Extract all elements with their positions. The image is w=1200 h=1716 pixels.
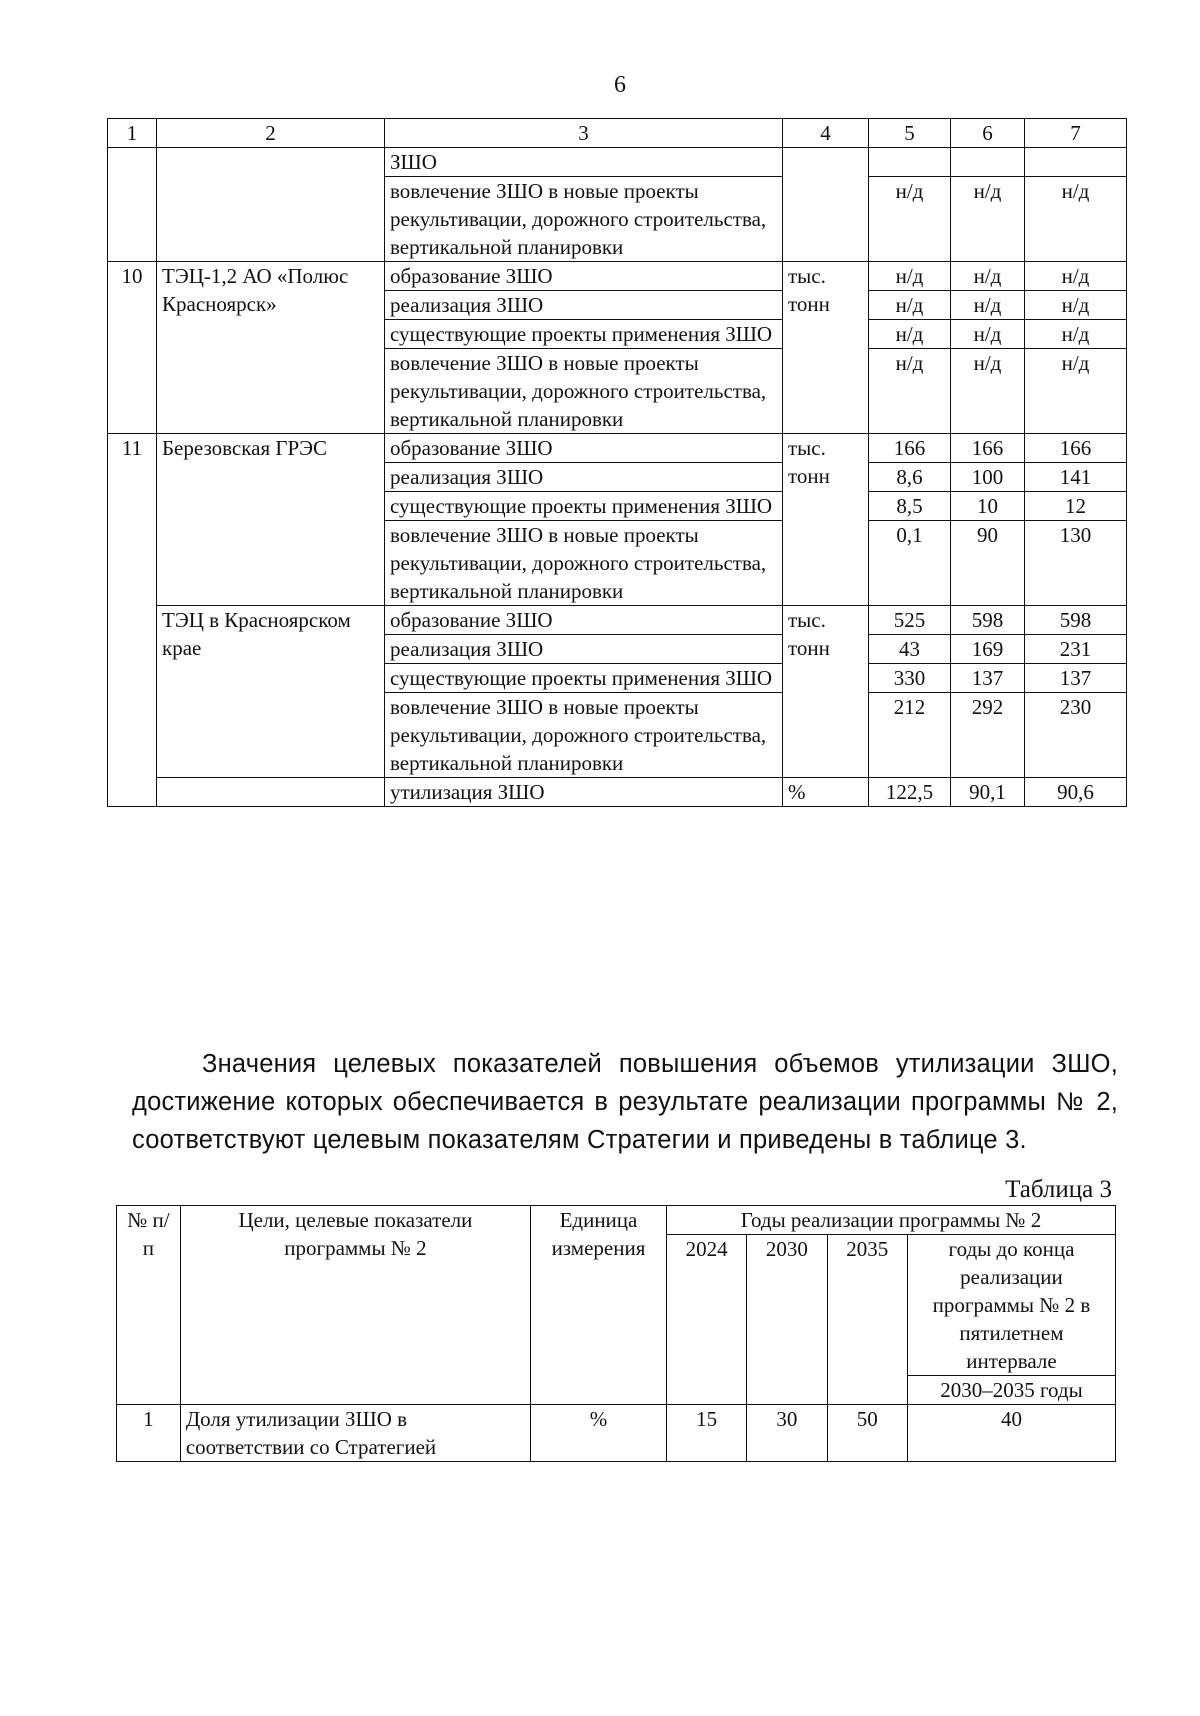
station-cell: Березовская ГРЭС: [157, 434, 385, 606]
header-interval-years: 2030–2035 годы: [907, 1376, 1115, 1405]
value-cell: 166: [951, 434, 1025, 463]
value-cell: н/д: [951, 320, 1025, 349]
value-cell: н/д: [1025, 262, 1127, 291]
num-cell: 11: [108, 434, 157, 606]
header-cell: 5: [869, 119, 951, 148]
unit-cell: тыс. тонн: [783, 606, 869, 778]
unit-cell: %: [783, 778, 869, 807]
indicator-cell: вовлечение ЗШО в новые проекты рекультивации, дорожного строительства, вертикальной планировки: [385, 349, 783, 434]
row-unit: %: [531, 1405, 667, 1462]
indicator-cell: существующие проекты применения ЗШО: [385, 492, 783, 521]
header-interval: годы до конца реализации программы № 2 в пятилетнем интервале: [907, 1235, 1115, 1376]
station-cell: ТЭЦ-1,2 АО «Полюс Красноярск»: [157, 262, 385, 434]
value-cell: н/д: [869, 349, 951, 434]
value-cell: 8,6: [869, 463, 951, 492]
row-value-2024: 15: [666, 1405, 746, 1462]
value-cell: 230: [1025, 693, 1127, 778]
num-cell: [108, 606, 157, 807]
indicator-cell: образование ЗШО: [385, 606, 783, 635]
value-cell: н/д: [1025, 320, 1127, 349]
station-cell: [157, 148, 385, 262]
value-cell: 292: [951, 693, 1025, 778]
row-value-2030: 30: [747, 1405, 827, 1462]
value-cell: н/д: [869, 177, 951, 262]
value-cell: 166: [1025, 434, 1127, 463]
indicator-cell: существующие проекты применения ЗШО: [385, 664, 783, 693]
value-cell: 212: [869, 693, 951, 778]
value-cell: н/д: [1025, 349, 1127, 434]
header-cell: 2: [157, 119, 385, 148]
num-cell: [108, 148, 157, 262]
header-cell: 6: [951, 119, 1025, 148]
indicator-cell: образование ЗШО: [385, 262, 783, 291]
header-year-2030: 2030: [747, 1235, 827, 1405]
table-row: [108, 262, 1127, 291]
value-cell: 130: [1025, 521, 1127, 606]
value-cell: [951, 148, 1025, 177]
targets-table: [116, 1205, 1116, 1462]
table-header-row: [117, 1206, 1116, 1235]
value-cell: н/д: [869, 262, 951, 291]
value-cell: н/д: [951, 262, 1025, 291]
indicator-cell: вовлечение ЗШО в новые проекты рекультивации, дорожного строительства, вертикальной планировки: [385, 521, 783, 606]
value-cell: 90,1: [951, 778, 1025, 807]
value-cell: [869, 148, 951, 177]
body-paragraph: [132, 1045, 1118, 1159]
table-header-row: [108, 119, 1127, 148]
value-cell: 141: [1025, 463, 1127, 492]
value-cell: 231: [1025, 635, 1127, 664]
row-value-interval: 40: [907, 1405, 1115, 1462]
value-cell: 330: [869, 664, 951, 693]
header-cell: 4: [783, 119, 869, 148]
unit-cell: тыс. тонн: [783, 262, 869, 434]
header-cell: 3: [385, 119, 783, 148]
header-num: № п/п: [117, 1206, 181, 1405]
value-cell: 12: [1025, 492, 1127, 521]
indicator-cell: существующие проекты применения ЗШО: [385, 320, 783, 349]
value-cell: 90,6: [1025, 778, 1127, 807]
num-cell: 10: [108, 262, 157, 434]
table-row: [108, 434, 1127, 463]
table-caption: Таблица 3: [1005, 1176, 1112, 1203]
header-goal: Цели, целевые показатели программы № 2: [180, 1206, 530, 1405]
header-cell: 7: [1025, 119, 1127, 148]
header-year-2024: 2024: [666, 1235, 746, 1405]
row-value-2035: 50: [827, 1405, 907, 1462]
row-goal: Доля утилизации ЗШО в соответствии со Стратегией: [180, 1405, 530, 1462]
indicator-cell: утилизация ЗШО: [385, 778, 783, 807]
value-cell: [1025, 148, 1127, 177]
header-year-2035: 2035: [827, 1235, 907, 1405]
value-cell: 43: [869, 635, 951, 664]
station-cell: [157, 778, 385, 807]
table-row: [117, 1405, 1116, 1462]
data-table: [107, 118, 1127, 807]
value-cell: 100: [951, 463, 1025, 492]
indicator-cell: вовлечение ЗШО в новые проекты рекультивации, дорожного строительства, вертикальной планировки: [385, 177, 783, 262]
value-cell: н/д: [951, 177, 1025, 262]
value-cell: 122,5: [869, 778, 951, 807]
value-cell: 525: [869, 606, 951, 635]
value-cell: 598: [951, 606, 1025, 635]
indicator-cell: реализация ЗШО: [385, 463, 783, 492]
table-row: [108, 148, 1127, 177]
table-row: [108, 778, 1127, 807]
table-row: [108, 606, 1127, 635]
value-cell: н/д: [951, 291, 1025, 320]
value-cell: 166: [869, 434, 951, 463]
value-cell: 598: [1025, 606, 1127, 635]
value-cell: н/д: [869, 320, 951, 349]
unit-cell: тыс. тонн: [783, 434, 869, 606]
indicator-cell: реализация ЗШО: [385, 635, 783, 664]
indicator-cell: реализация ЗШО: [385, 291, 783, 320]
value-cell: 8,5: [869, 492, 951, 521]
header-years: Годы реализации программы № 2: [666, 1206, 1115, 1235]
indicator-cell: ЗШО: [385, 148, 783, 177]
page-number: 6: [614, 72, 626, 98]
value-cell: 10: [951, 492, 1025, 521]
unit-cell: [783, 148, 869, 262]
value-cell: 137: [1025, 664, 1127, 693]
header-cell: 1: [108, 119, 157, 148]
value-cell: н/д: [869, 291, 951, 320]
value-cell: 90: [951, 521, 1025, 606]
indicator-cell: вовлечение ЗШО в новые проекты рекультивации, дорожного строительства, вертикальной планировки: [385, 693, 783, 778]
value-cell: 169: [951, 635, 1025, 664]
value-cell: н/д: [951, 349, 1025, 434]
header-unit: Единица измерения: [531, 1206, 667, 1405]
value-cell: 137: [951, 664, 1025, 693]
value-cell: н/д: [1025, 177, 1127, 262]
paragraph-text: Значения целевых показателей повышения объемов утилизации ЗШО, достижение которых обеспечивается в результате реализации программы № 2, соответствуют целевым показателям Стратегии и приведены в таблице 3.: [132, 1050, 1118, 1154]
station-cell: ТЭЦ в Красноярском крае: [157, 606, 385, 778]
value-cell: н/д: [1025, 291, 1127, 320]
row-num: 1: [117, 1405, 181, 1462]
indicator-cell: образование ЗШО: [385, 434, 783, 463]
value-cell: 0,1: [869, 521, 951, 606]
